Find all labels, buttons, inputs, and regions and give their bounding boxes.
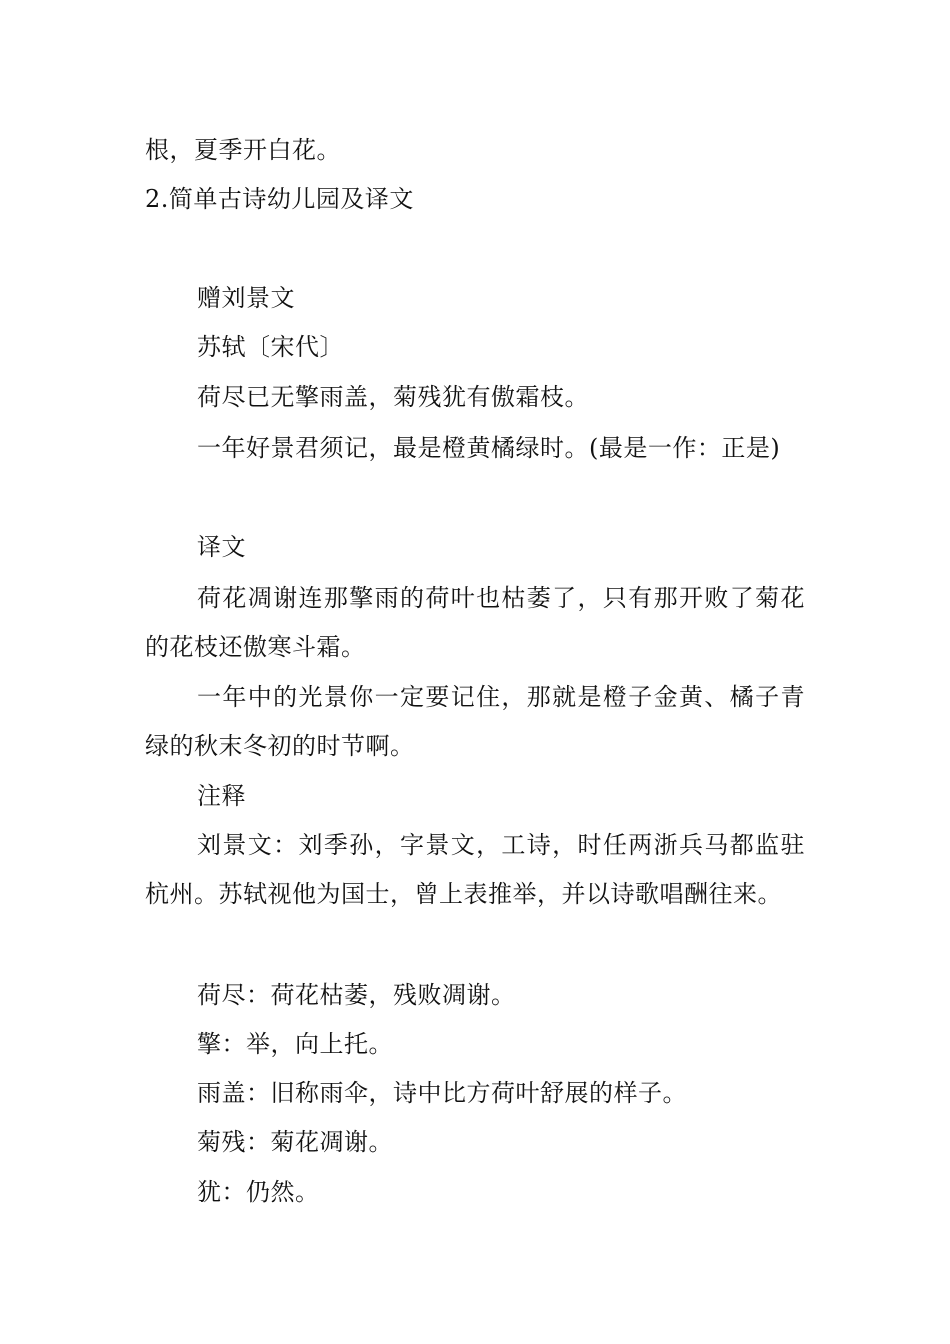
translation-paragraph-2: 一年中的光景你一定要记住，那就是橙子金黄、橘子青绿的秋末冬初的时节啊。 [145,683,805,760]
note-ju-can: 菊残：菊花凋谢。 [197,1128,393,1156]
note-qing: 擎：举，向上托。 [197,1030,393,1058]
translation-heading: 译文 [197,533,246,561]
poem-line-2: 一年好景君须记，最是橙黄橘绿时。(最是一作：正是) [197,434,781,462]
poem-line-1: 荷尽已无擎雨盖，菊残犹有傲霜枝。 [197,383,589,411]
poem-author: 苏轼〔宋代〕 [197,333,344,361]
note-you: 犹：仍然。 [197,1178,320,1206]
notes-heading: 注释 [197,782,246,810]
note-yu-gai: 雨盖：旧称雨伞，诗中比方荷叶舒展的样子。 [197,1079,687,1107]
note-he-jin: 荷尽：荷花枯萎，残败凋谢。 [197,981,516,1009]
poem-title: 赠刘景文 [197,284,295,312]
paragraph-continuation: 根，夏季开白花。 [145,136,341,164]
section-heading: 2.简单古诗幼儿园及译文 [145,185,414,213]
translation-paragraph-1: 荷花凋谢连那擎雨的荷叶也枯萎了，只有那开败了菊花的花枝还傲寒斗霜。 [145,584,805,661]
note-liu-jingwen: 刘景文：刘季孙，字景文，工诗，时任两浙兵马都监驻杭州。苏轼视他为国士，曾上表推举，并以诗歌唱酬往来。 [145,831,805,908]
